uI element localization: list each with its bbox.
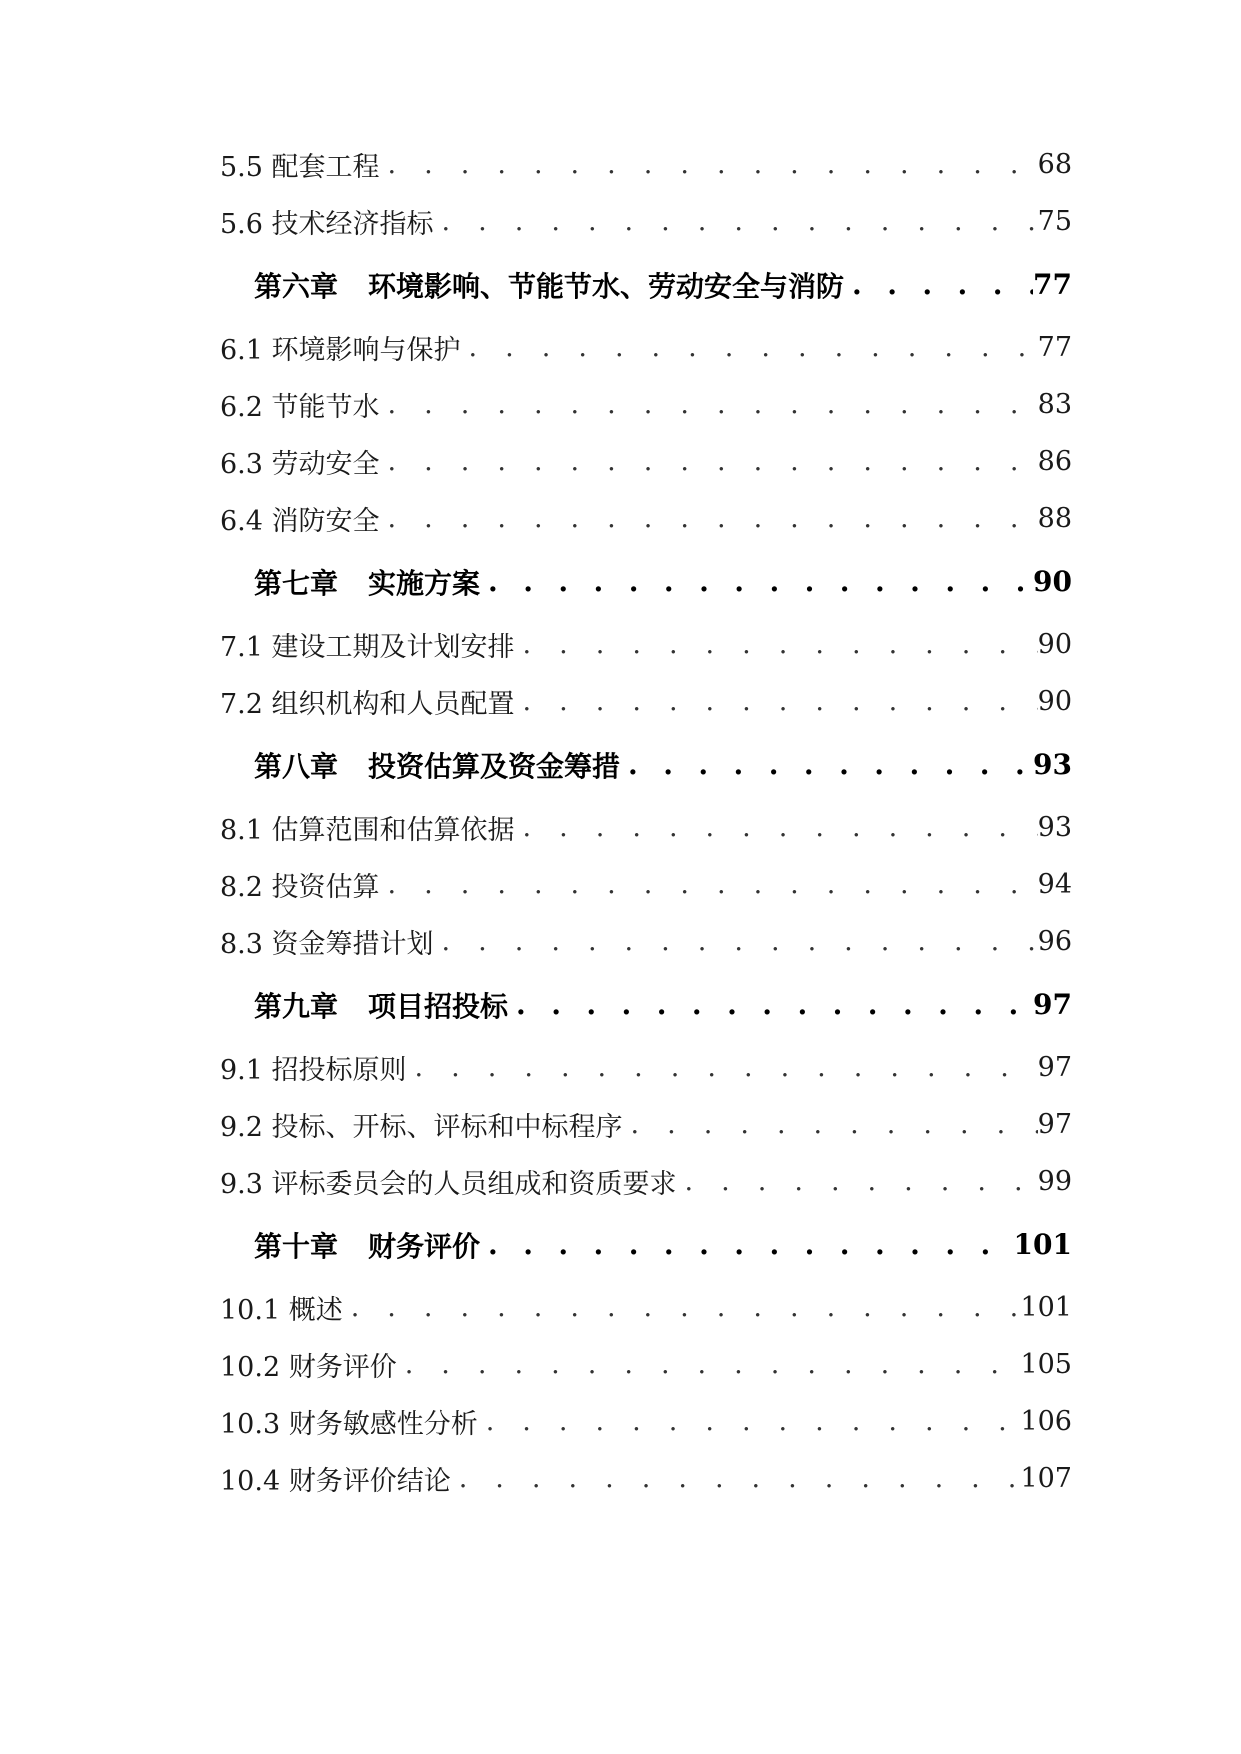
section-label: 9.3 评标委员会的人员组成和资质要求 — [220, 1169, 677, 1200]
dot-leader — [515, 812, 1038, 843]
section-label: 9.1 招投标原则 — [220, 1055, 407, 1086]
toc-section-entry[interactable] — [220, 1096, 1072, 1153]
page-number: 77 — [1037, 332, 1072, 363]
section-label: 9.2 投标、开标、评标和中标程序 — [220, 1112, 623, 1143]
dot-leader — [844, 268, 1033, 301]
toc-section-entry[interactable] — [220, 1393, 1072, 1450]
dot-leader — [515, 629, 1038, 660]
toc-section-entry[interactable] — [220, 1039, 1072, 1096]
page-number: 94 — [1037, 869, 1072, 900]
chapter-title: 实施方案 — [368, 566, 481, 600]
page-number: 106 — [1020, 1406, 1072, 1437]
section-label: 5.6 技术经济指标 — [220, 209, 434, 240]
dot-leader — [478, 1406, 1021, 1437]
chapter-heading — [254, 1225, 480, 1265]
page-number: 93 — [1037, 812, 1072, 843]
page-number: 107 — [1020, 1463, 1072, 1494]
page-number: 97 — [1033, 988, 1072, 1021]
section-label: 10.4 财务评价结论 — [220, 1466, 451, 1497]
dot-leader — [515, 686, 1038, 717]
dot-leader — [620, 748, 1033, 781]
toc-section-entry[interactable] — [220, 913, 1072, 970]
page-number: 93 — [1033, 748, 1072, 781]
section-label: 7.1 建设工期及计划安排 — [220, 632, 515, 663]
chapter-number: 第六章 — [254, 269, 339, 303]
chapter-heading — [254, 562, 480, 602]
section-label: 6.2 节能节水 — [220, 392, 380, 423]
dot-leader — [677, 1166, 1038, 1197]
dot-leader — [380, 149, 1038, 180]
toc-chapter-entry[interactable] — [220, 730, 1072, 799]
chapter-title: 项目招投标 — [368, 989, 509, 1023]
toc-section-entry[interactable] — [220, 673, 1072, 730]
chapter-heading — [254, 265, 844, 305]
toc-section-entry[interactable] — [220, 616, 1072, 673]
section-label: 6.4 消防安全 — [220, 506, 380, 537]
chapter-number: 第七章 — [254, 566, 339, 600]
page-number: 90 — [1037, 629, 1072, 660]
section-label: 5.5 配套工程 — [220, 152, 380, 183]
page-number: 90 — [1033, 565, 1072, 598]
toc-chapter-entry[interactable] — [220, 1210, 1072, 1279]
chapter-number: 第十章 — [254, 1229, 339, 1263]
dot-leader — [623, 1109, 1038, 1140]
page-number: 83 — [1037, 389, 1072, 420]
dot-leader — [380, 389, 1038, 420]
chapter-number: 第八章 — [254, 749, 339, 783]
section-label: 8.3 资金筹措计划 — [220, 929, 434, 960]
toc-section-entry[interactable] — [220, 193, 1072, 250]
section-label: 7.2 组织机构和人员配置 — [220, 689, 515, 720]
toc-section-entry[interactable] — [220, 136, 1072, 193]
toc-section-entry[interactable] — [220, 856, 1072, 913]
section-label: 10.1 概述 — [220, 1295, 343, 1326]
page-number: 97 — [1037, 1052, 1072, 1083]
toc-chapter-entry[interactable] — [220, 250, 1072, 319]
page-number: 99 — [1037, 1166, 1072, 1197]
toc-section-entry[interactable] — [220, 799, 1072, 856]
toc-section-entry[interactable] — [220, 1279, 1072, 1336]
dot-leader — [407, 1052, 1038, 1083]
section-label: 10.3 财务敏感性分析 — [220, 1409, 478, 1440]
page-number: 105 — [1020, 1349, 1072, 1380]
section-label: 8.1 估算范围和估算依据 — [220, 815, 515, 846]
toc-section-entry[interactable] — [220, 490, 1072, 547]
page-number: 101 — [1013, 1228, 1072, 1261]
dot-leader — [434, 926, 1038, 957]
dot-leader — [451, 1463, 1021, 1494]
chapter-heading — [254, 745, 620, 785]
section-label: 8.2 投资估算 — [220, 872, 380, 903]
chapter-title: 环境影响、节能节水、劳动安全与消防 — [368, 269, 845, 303]
toc-section-entry[interactable] — [220, 433, 1072, 490]
page-number: 97 — [1037, 1109, 1072, 1140]
chapter-number: 第九章 — [254, 989, 339, 1023]
page-number: 77 — [1033, 268, 1072, 301]
page-number: 75 — [1037, 206, 1072, 237]
page-number: 86 — [1037, 446, 1072, 477]
page-number: 90 — [1037, 686, 1072, 717]
dot-leader — [461, 332, 1038, 363]
dot-leader — [480, 565, 1033, 598]
table-of-contents — [220, 136, 1072, 1507]
section-label: 6.1 环境影响与保护 — [220, 335, 461, 366]
toc-section-entry[interactable] — [220, 319, 1072, 376]
toc-section-entry[interactable] — [220, 376, 1072, 433]
toc-section-entry[interactable] — [220, 1153, 1072, 1210]
dot-leader — [397, 1349, 1021, 1380]
section-label: 6.3 劳动安全 — [220, 449, 380, 480]
dot-leader — [434, 206, 1038, 237]
toc-chapter-entry[interactable] — [220, 970, 1072, 1039]
chapter-title: 投资估算及资金筹措 — [368, 749, 621, 783]
page-number: 88 — [1037, 503, 1072, 534]
dot-leader — [380, 446, 1038, 477]
toc-chapter-entry[interactable] — [220, 547, 1072, 616]
page-number: 101 — [1020, 1292, 1072, 1323]
toc-section-entry[interactable] — [220, 1450, 1072, 1507]
dot-leader — [508, 988, 1033, 1021]
toc-section-entry[interactable] — [220, 1336, 1072, 1393]
chapter-heading — [254, 985, 508, 1025]
chapter-title: 财务评价 — [368, 1229, 481, 1263]
dot-leader — [380, 869, 1038, 900]
dot-leader — [343, 1292, 1021, 1323]
page-number: 96 — [1037, 926, 1072, 957]
page-number: 68 — [1037, 149, 1072, 180]
section-label: 10.2 财务评价 — [220, 1352, 397, 1383]
dot-leader — [480, 1228, 1014, 1261]
dot-leader — [380, 503, 1038, 534]
